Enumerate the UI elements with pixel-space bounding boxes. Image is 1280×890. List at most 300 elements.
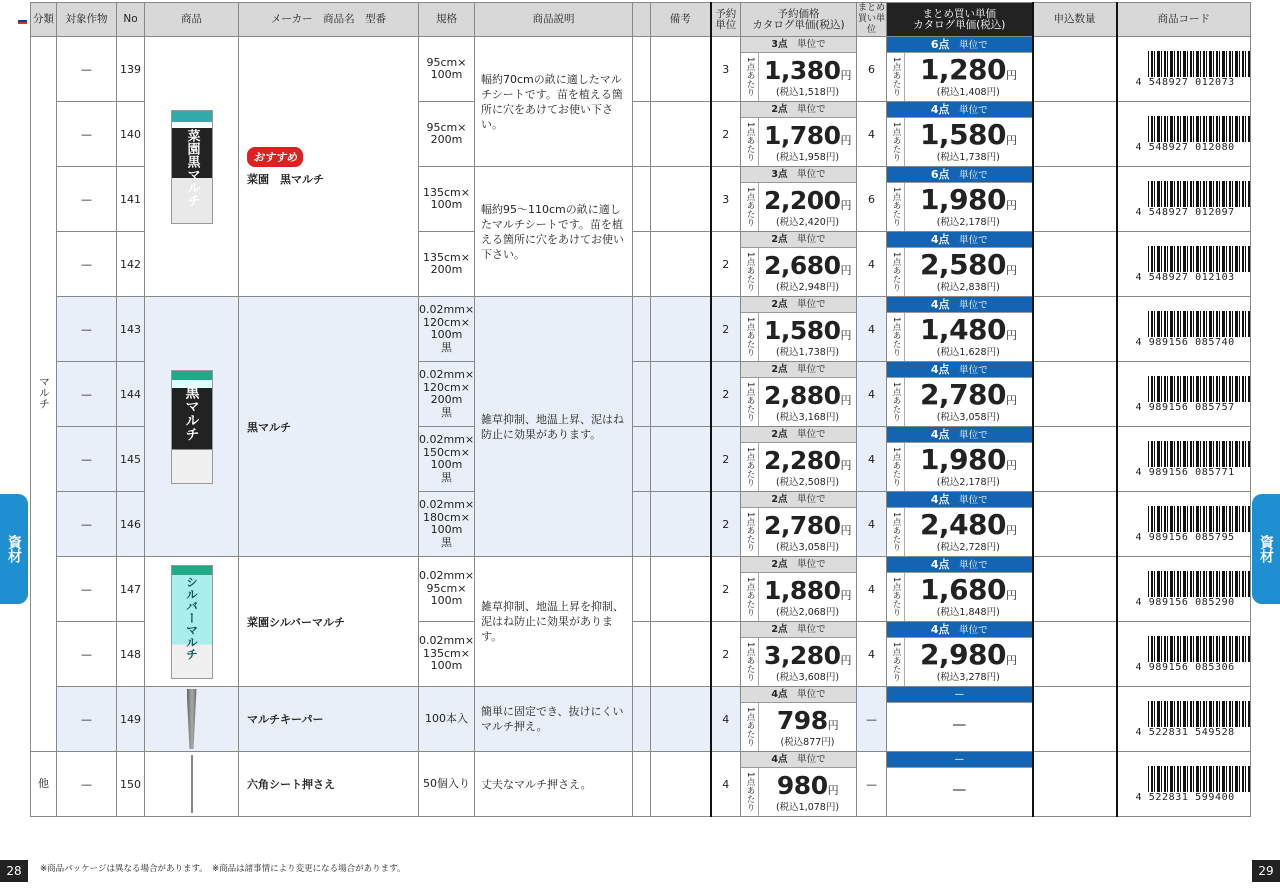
header-bulk-price: まとめ買い単価 カタログ単価(税込): [887, 3, 1033, 37]
barcode: [1148, 441, 1252, 467]
per-item-label: 1点あたり: [887, 183, 905, 231]
catalog-table: [30, 2, 1251, 817]
no-bulk-price: —: [952, 717, 967, 733]
bulk-price-value: 1,280円: [919, 53, 1017, 86]
tax-included: (税込1,518円): [775, 87, 840, 98]
header-no: No: [117, 3, 145, 37]
price-cell: [741, 102, 857, 167]
per-item-label: 1点あたり: [741, 53, 759, 101]
unit-header: 2点 単位で: [741, 427, 856, 443]
bulk-price-value: 1,480円: [919, 313, 1017, 346]
tax-included: (税込3,058円): [936, 412, 1000, 423]
remarks-cell: [651, 622, 711, 687]
tax-included: (税込2,508円): [775, 477, 840, 488]
page-number-right: 29: [1252, 860, 1280, 882]
per-item-label: 1点あたり: [887, 53, 905, 101]
bulk-price-value: 1,680円: [919, 573, 1017, 606]
bulk-unit: 4: [857, 362, 887, 427]
remarks-cell: [651, 232, 711, 297]
product-image-keeper: [187, 689, 197, 749]
order-unit: 2: [711, 362, 741, 427]
product-name: 菜園シルバーマルチ: [239, 557, 419, 687]
per-item-label: 1点あたり: [887, 508, 905, 556]
unit-header: 4点 単位で: [887, 557, 1032, 573]
bulk-unit: 4: [857, 102, 887, 167]
blank-cell: [633, 167, 651, 232]
bulk-price-cell: [887, 752, 1033, 817]
target-crop: —: [57, 37, 117, 102]
bulk-price-cell: [887, 167, 1033, 232]
unit-header: 4点 単位で: [887, 297, 1032, 313]
spec: 50個入り: [419, 752, 475, 817]
product-image-cell: [145, 687, 239, 752]
order-quantity-cell[interactable]: [1033, 232, 1117, 297]
per-item-label: 1点あたり: [887, 573, 905, 621]
unit-header: 2点 単位で: [741, 297, 856, 313]
product-code: [1117, 492, 1251, 557]
order-unit: 2: [711, 297, 741, 362]
order-unit: 3: [711, 37, 741, 102]
jan-code: 4 548927 012103: [1135, 271, 1235, 283]
per-item-label: 1点あたり: [887, 248, 905, 296]
per-item-label: 1点あたり: [741, 638, 759, 686]
unit-header: 4点 単位で: [887, 102, 1032, 118]
table-row: [31, 557, 1251, 622]
product-image-kuro: 黒マルチ: [171, 370, 213, 484]
blank-cell: [633, 102, 651, 167]
bulk-price-value: 1,580円: [919, 118, 1017, 151]
price-value: 798円: [776, 706, 839, 735]
target-crop: —: [57, 362, 117, 427]
bulk-unit: 4: [857, 557, 887, 622]
description: 簡単に固定でき、抜けにくいマルチ押え。: [475, 687, 633, 752]
tax-included: (税込1,408円): [936, 87, 1000, 98]
price-cell: [741, 492, 857, 557]
barcode: [1148, 766, 1252, 792]
per-item-label: 1点あたり: [887, 313, 905, 361]
product-name: 黒マルチ: [239, 297, 419, 557]
price-value: 2,880円: [763, 381, 852, 410]
jan-code: 4 522831 599400: [1135, 791, 1235, 803]
item-no: 146: [117, 492, 145, 557]
tax-included: (税込2,838円): [936, 282, 1000, 293]
jan-code: 4 548927 012073: [1135, 76, 1235, 88]
blank-cell: [633, 492, 651, 557]
remarks-cell: [651, 492, 711, 557]
spec: 95cm× 200m: [419, 102, 475, 167]
product-code: [1117, 37, 1251, 102]
product-code: [1117, 752, 1251, 817]
blank-cell: [633, 232, 651, 297]
product-name: 六角シート押さえ: [239, 752, 419, 817]
product-code: [1117, 297, 1251, 362]
tax-included: (税込877円): [780, 737, 835, 748]
item-no: 141: [117, 167, 145, 232]
per-item-label: 1点あたり: [741, 378, 759, 426]
category-cell: 他: [31, 752, 57, 817]
tax-included: (税込2,948円): [775, 282, 840, 293]
remarks-cell: [651, 167, 711, 232]
order-quantity-cell[interactable]: [1033, 492, 1117, 557]
spec: 0.02mm× 95cm× 100m: [419, 557, 475, 622]
price-cell: [741, 557, 857, 622]
order-unit: 2: [711, 232, 741, 297]
order-unit: 2: [711, 557, 741, 622]
product-name: マルチキーパー: [239, 687, 419, 752]
unit-header: 2点 単位で: [741, 232, 856, 248]
product-code: [1117, 167, 1251, 232]
tax-included: (税込2,728円): [936, 542, 1000, 553]
blank-cell: [633, 557, 651, 622]
per-item-label: 1点あたり: [741, 443, 759, 491]
bulk-price-cell: [887, 102, 1033, 167]
unit-header: 6点 単位で: [887, 37, 1032, 53]
flag-mark: [18, 20, 27, 24]
tax-included: (税込1,958円): [775, 152, 840, 163]
jan-code: 4 989156 085290: [1135, 596, 1235, 608]
header-bulk-unit: まとめ買い単位: [857, 3, 885, 35]
bulk-price-value: 2,480円: [919, 508, 1017, 541]
spec: 0.02mm× 150cm× 100m 黒: [419, 427, 475, 492]
unit-header: 2点 単位で: [741, 102, 856, 118]
bulk-price-cell: [887, 427, 1033, 492]
spec: 0.02mm× 135cm× 100m: [419, 622, 475, 687]
spec: 135cm× 100m: [419, 167, 475, 232]
item-no: 139: [117, 37, 145, 102]
description: 幅約70cmの畝に適したマルチシートです。苗を植える箇所に穴をあけてお使い下さい。: [475, 37, 633, 167]
order-unit: 2: [711, 492, 741, 557]
remarks-cell: [651, 37, 711, 102]
unit-header: 4点 単位で: [887, 622, 1032, 638]
target-crop: —: [57, 167, 117, 232]
price-cell: [741, 37, 857, 102]
barcode: [1148, 376, 1252, 402]
item-no: 149: [117, 687, 145, 752]
side-tab-right[interactable]: 資材: [1252, 494, 1280, 604]
unit-header: 4点 単位で: [887, 362, 1032, 378]
category-cell: マルチ: [31, 37, 57, 752]
unit-header: 4点 単位で: [741, 752, 856, 768]
jan-code: 4 989156 085757: [1135, 401, 1235, 413]
product-image-cell: [145, 37, 239, 297]
no-bulk-price: —: [952, 782, 967, 798]
header-desc: 商品説明: [475, 3, 633, 37]
unit-header: 2点 単位で: [741, 492, 856, 508]
header-spec: 規格: [419, 3, 475, 37]
price-value: 1,580円: [763, 316, 852, 345]
order-quantity-cell[interactable]: [1033, 622, 1117, 687]
price-value: 3,280円: [763, 641, 852, 670]
target-crop: —: [57, 232, 117, 297]
jan-code: 4 522831 549528: [1135, 726, 1235, 738]
table-row: [31, 687, 1251, 752]
price-value: 2,280円: [763, 446, 852, 475]
target-crop: —: [57, 492, 117, 557]
tax-included: (税込3,278円): [936, 672, 1000, 683]
bulk-price-value: 2,580円: [919, 248, 1017, 281]
item-no: 148: [117, 622, 145, 687]
per-item-label: 1点あたり: [741, 703, 759, 751]
tax-included: (税込2,420円): [775, 217, 840, 228]
jan-code: 4 989156 085771: [1135, 466, 1235, 478]
product-image-kuro-saien: 菜園黒マルチ: [171, 110, 213, 224]
price-cell: [741, 362, 857, 427]
item-no: 144: [117, 362, 145, 427]
blank-cell: [633, 297, 651, 362]
tax-included: (税込3,608円): [775, 672, 840, 683]
per-item-label: 1点あたり: [887, 378, 905, 426]
target-crop: —: [57, 427, 117, 492]
header-price: 予約価格 カタログ単価(税込): [741, 3, 857, 37]
bulk-unit: 4: [857, 232, 887, 297]
recommend-badge: おすすめ: [247, 147, 303, 167]
item-no: 143: [117, 297, 145, 362]
tax-included: (税込1,738円): [775, 347, 840, 358]
product-code: [1117, 427, 1251, 492]
barcode: [1148, 246, 1252, 272]
blank-cell: [633, 362, 651, 427]
tax-included: (税込1,848円): [936, 607, 1000, 618]
remarks-cell: [651, 427, 711, 492]
remarks-cell: [651, 297, 711, 362]
per-item-label: 1点あたり: [887, 443, 905, 491]
order-quantity-cell[interactable]: [1033, 37, 1117, 102]
bulk-unit: 4: [857, 427, 887, 492]
product-code: [1117, 362, 1251, 427]
description: 幅約95～110cmの畝に適したマルチシートです。苗を植える箇所に穴をあけてお使い下さい。: [475, 167, 633, 297]
barcode: [1148, 506, 1252, 532]
product-image-cell: [145, 297, 239, 557]
product-image-pin: [191, 755, 193, 813]
spec: 100本入: [419, 687, 475, 752]
price-value: 1,880円: [763, 576, 852, 605]
tax-included: (税込2,068円): [775, 607, 840, 618]
order-unit: 4: [711, 752, 741, 817]
price-value: 980円: [776, 771, 839, 800]
tax-included: (税込2,178円): [936, 217, 1000, 228]
item-no: 150: [117, 752, 145, 817]
table-row: [31, 37, 1251, 102]
side-tab-left[interactable]: 資材: [0, 494, 28, 604]
unit-header: 4点 単位で: [741, 687, 856, 703]
header-row: [31, 3, 1251, 37]
description: 雑草抑制、地温上昇、泥はね防止に効果があります。: [475, 297, 633, 557]
tax-included: (税込3,168円): [775, 412, 840, 423]
bulk-unit: —: [857, 687, 887, 752]
spec: 95cm× 100m: [419, 37, 475, 102]
barcode: [1148, 701, 1252, 727]
tax-included: (税込1,628円): [936, 347, 1000, 358]
order-quantity-cell[interactable]: [1033, 557, 1117, 622]
order-unit: 3: [711, 167, 741, 232]
bulk-price-value: 1,980円: [919, 183, 1017, 216]
per-item-label: 1点あたり: [741, 183, 759, 231]
table-row: [31, 297, 1251, 362]
item-no: 145: [117, 427, 145, 492]
price-value: 1,380円: [763, 56, 852, 85]
item-no: 147: [117, 557, 145, 622]
unit-header: 6点 単位で: [887, 167, 1032, 183]
per-item-label: 1点あたり: [741, 118, 759, 166]
remarks-cell: [651, 557, 711, 622]
product-name: おすすめ 菜園 黒マルチ: [239, 37, 419, 297]
bulk-unit: 4: [857, 297, 887, 362]
spec: 135cm× 200m: [419, 232, 475, 297]
unit-header: 4点 単位で: [887, 232, 1032, 248]
barcode: [1148, 51, 1252, 77]
remarks-cell: [651, 102, 711, 167]
header-qty: 申込数量: [1033, 3, 1117, 37]
target-crop: —: [57, 622, 117, 687]
order-quantity-cell[interactable]: [1033, 427, 1117, 492]
spec: 0.02mm× 120cm× 200m 黒: [419, 362, 475, 427]
per-item-label: 1点あたり: [887, 118, 905, 166]
per-item-label: 1点あたり: [741, 508, 759, 556]
bulk-unit: 6: [857, 37, 887, 102]
tax-included: (税込1,078円): [775, 802, 840, 813]
order-quantity-cell[interactable]: [1033, 297, 1117, 362]
order-quantity-cell[interactable]: [1033, 102, 1117, 167]
per-item-label: 1点あたり: [887, 638, 905, 686]
unit-header: 4点 単位で: [887, 492, 1032, 508]
product-code: [1117, 232, 1251, 297]
target-crop: —: [57, 557, 117, 622]
description: 丈夫なマルチ押さえ。: [475, 752, 633, 817]
jan-code: 4 989156 085306: [1135, 661, 1235, 673]
tax-included: (税込3,058円): [775, 542, 840, 553]
remarks-cell: [651, 752, 711, 817]
target-crop: —: [57, 752, 117, 817]
barcode: [1148, 116, 1252, 142]
bulk-price-cell: [887, 687, 1033, 752]
bulk-price-value: 1,980円: [919, 443, 1017, 476]
header-order-unit: 予約単位: [711, 3, 741, 37]
bulk-price-cell: [887, 232, 1033, 297]
header-category: 分類: [31, 3, 57, 37]
header-blank: [633, 3, 651, 37]
tax-included: (税込1,738円): [936, 152, 1000, 163]
product-code: [1117, 622, 1251, 687]
jan-code: 4 989156 085795: [1135, 531, 1235, 543]
price-cell: [741, 687, 857, 752]
target-crop: —: [57, 297, 117, 362]
item-no: 142: [117, 232, 145, 297]
bulk-price-cell: [887, 297, 1033, 362]
header-code: 商品コード: [1117, 3, 1251, 37]
target-crop: —: [57, 102, 117, 167]
order-unit: 4: [711, 687, 741, 752]
header-product: 商品: [145, 3, 239, 37]
bulk-price-cell: [887, 492, 1033, 557]
per-item-label: 1点あたり: [741, 768, 759, 816]
jan-code: 4 548927 012097: [1135, 206, 1235, 218]
bulk-price-value: 2,980円: [919, 638, 1017, 671]
tax-included: (税込2,178円): [936, 477, 1000, 488]
order-unit: 2: [711, 102, 741, 167]
page-number-left: 28: [0, 860, 28, 882]
barcode: [1148, 181, 1252, 207]
blank-cell: [633, 622, 651, 687]
price-cell: [741, 232, 857, 297]
order-quantity-cell[interactable]: [1033, 167, 1117, 232]
per-item-label: 1点あたり: [741, 248, 759, 296]
blank-cell: [633, 37, 651, 102]
price-value: 2,200円: [763, 186, 852, 215]
per-item-label: 1点あたり: [741, 313, 759, 361]
order-quantity-cell[interactable]: [1033, 362, 1117, 427]
item-no: 140: [117, 102, 145, 167]
jan-code: 4 989156 085740: [1135, 336, 1235, 348]
unit-header: 2点 単位で: [741, 557, 856, 573]
order-quantity-cell[interactable]: [1033, 752, 1117, 817]
product-image-cell: [145, 557, 239, 687]
table-row: [31, 752, 1251, 817]
bulk-unit: 4: [857, 622, 887, 687]
bulk-unit: 6: [857, 167, 887, 232]
price-cell: [741, 752, 857, 817]
price-cell: [741, 622, 857, 687]
product-code: [1117, 557, 1251, 622]
price-cell: [741, 427, 857, 492]
per-item-label: 1点あたり: [741, 573, 759, 621]
bulk-price-value: 2,780円: [919, 378, 1017, 411]
remarks-cell: [651, 687, 711, 752]
header-target: 対象作物: [57, 3, 117, 37]
barcode: [1148, 571, 1252, 597]
bulk-unit: 4: [857, 492, 887, 557]
bulk-price-cell: [887, 557, 1033, 622]
unit-header: 3点 単位で: [741, 37, 856, 53]
bulk-unit-header: —: [887, 752, 1032, 768]
barcode: [1148, 636, 1252, 662]
header-maker: メーカー 商品名 型番: [239, 3, 419, 37]
price-value: 2,780円: [763, 511, 852, 540]
product-image-silver: シルバーマルチ: [171, 565, 213, 679]
order-unit: 2: [711, 622, 741, 687]
bulk-price-cell: [887, 362, 1033, 427]
header-remarks: 備考: [651, 3, 711, 37]
blank-cell: [633, 427, 651, 492]
price-value: 2,680円: [763, 251, 852, 280]
order-unit: 2: [711, 427, 741, 492]
unit-header: 4点 単位で: [887, 427, 1032, 443]
price-cell: [741, 167, 857, 232]
description: 雑草抑制、地温上昇を抑制、泥はね防止に効果があります。: [475, 557, 633, 687]
spec: 0.02mm× 120cm× 100m 黒: [419, 297, 475, 362]
blank-cell: [633, 687, 651, 752]
bulk-price-cell: [887, 622, 1033, 687]
unit-header: 3点 単位で: [741, 167, 856, 183]
product-code: [1117, 102, 1251, 167]
barcode: [1148, 311, 1252, 337]
spec: 0.02mm× 180cm× 100m 黒: [419, 492, 475, 557]
remarks-cell: [651, 362, 711, 427]
target-crop: —: [57, 687, 117, 752]
blank-cell: [633, 752, 651, 817]
jan-code: 4 548927 012080: [1135, 141, 1235, 153]
order-quantity-cell[interactable]: [1033, 687, 1117, 752]
bulk-unit-header: —: [887, 687, 1032, 703]
bulk-unit: —: [857, 752, 887, 817]
footnote: ※商品パッケージは異なる場合があります。 ※商品は諸事情により変更になる場合があります。: [40, 864, 406, 874]
product-code: [1117, 687, 1251, 752]
unit-header: 2点 単位で: [741, 362, 856, 378]
price-cell: [741, 297, 857, 362]
bulk-price-cell: [887, 37, 1033, 102]
price-value: 1,780円: [763, 121, 852, 150]
product-image-cell: [145, 752, 239, 817]
unit-header: 2点 単位で: [741, 622, 856, 638]
